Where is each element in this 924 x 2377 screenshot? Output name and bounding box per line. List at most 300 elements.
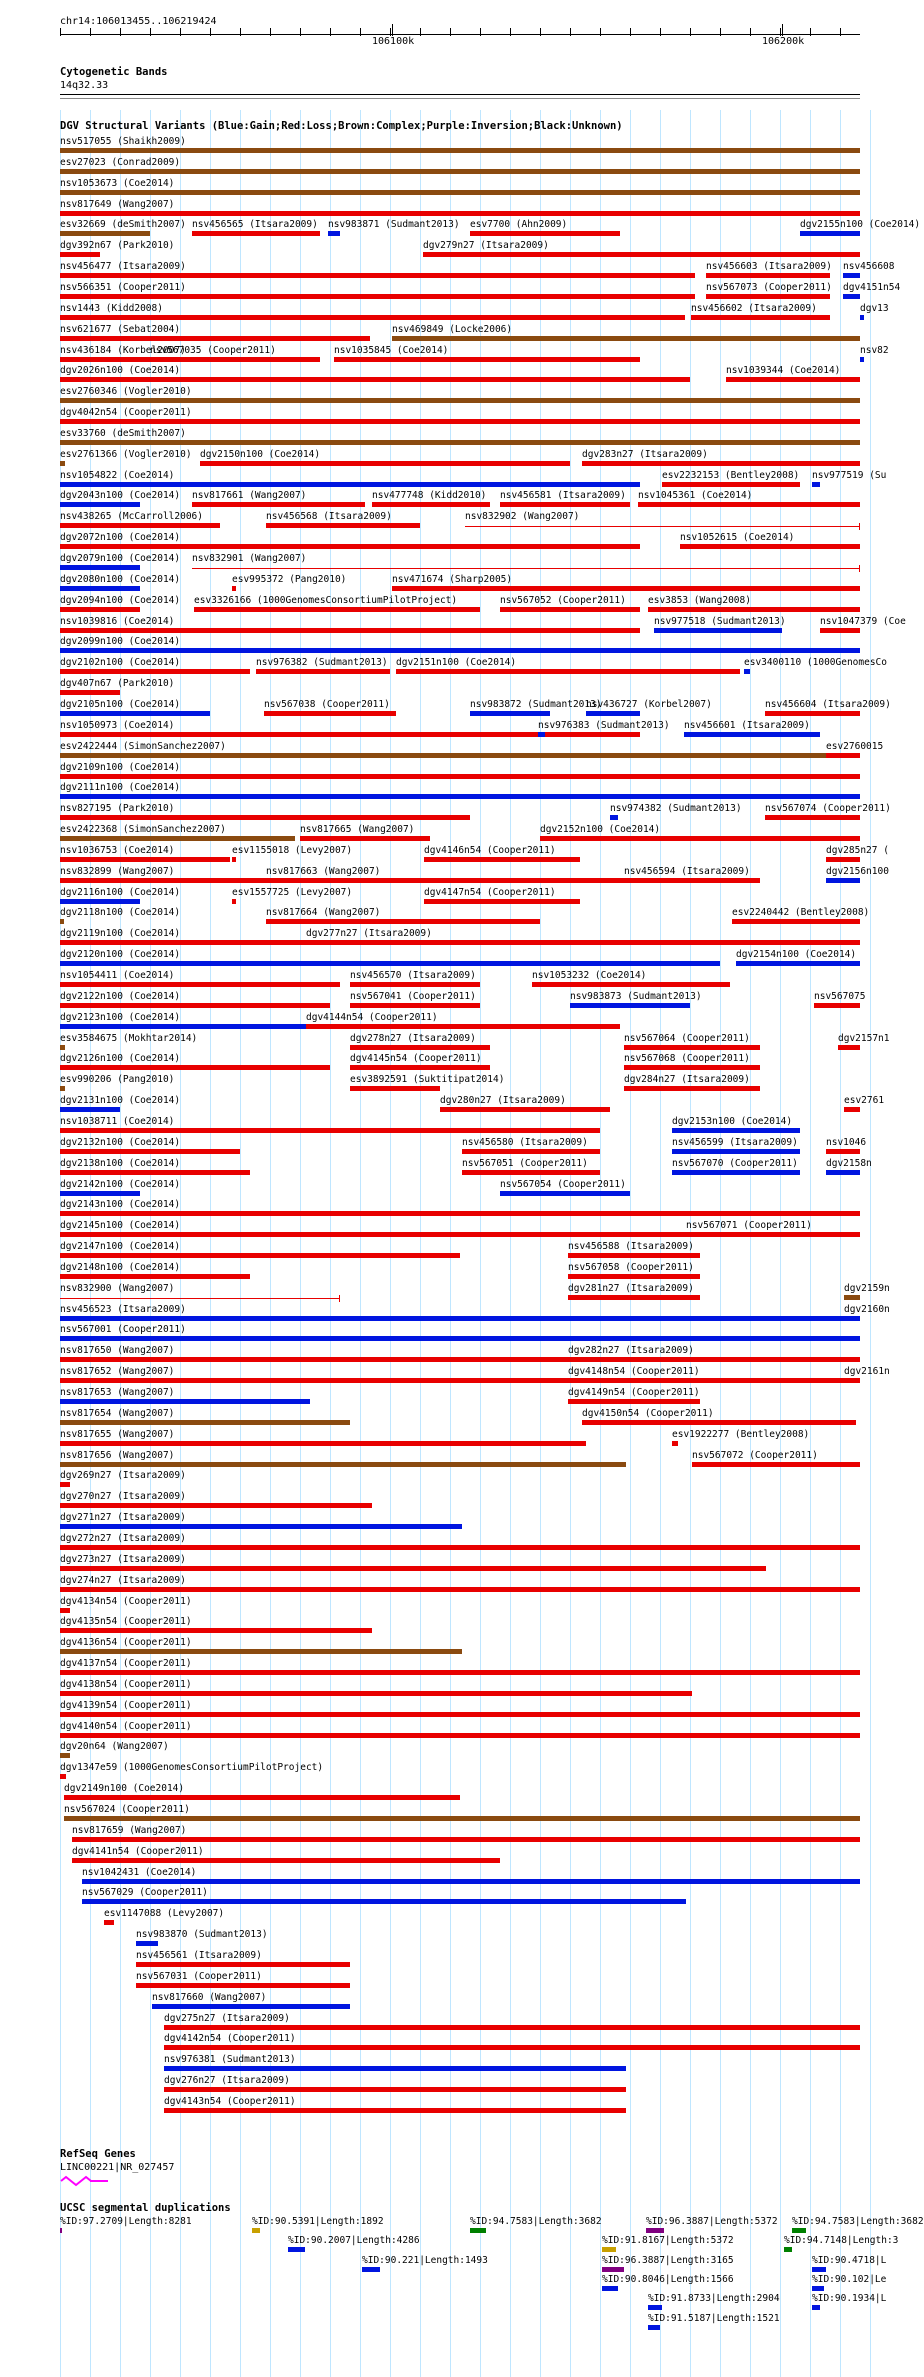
variant-label[interactable]: nsv817664 (Wang2007) [266, 907, 381, 919]
variant-bar[interactable] [60, 440, 860, 445]
variant-label[interactable]: nsv1042431 (Coe2014) [82, 1866, 197, 1878]
variant-bar[interactable] [350, 1065, 490, 1070]
variant-label[interactable]: dgv270n27 (Itsara2009) [60, 1491, 186, 1503]
variant-bar[interactable] [570, 1003, 690, 1008]
variant-bar[interactable] [60, 1065, 330, 1070]
variant-bar[interactable] [672, 1441, 678, 1446]
variant-label[interactable]: nsv1046 [826, 1136, 867, 1148]
variant-bar[interactable] [60, 273, 695, 278]
variant-label[interactable]: nsv976383 (Sudmant2013) [538, 719, 670, 731]
variant-label[interactable]: nsv456604 (Itsara2009) [765, 698, 891, 710]
variant-bar[interactable] [470, 231, 620, 236]
variant-bar[interactable] [60, 523, 220, 528]
variant-label[interactable]: nsv567024 (Cooper2011) [64, 1804, 190, 1815]
variant-bar[interactable] [568, 1357, 700, 1362]
variant-label[interactable]: esv2761366 (Vogler2010) [60, 448, 192, 460]
variant-label[interactable]: nsv456608 [843, 261, 895, 273]
variant-bar[interactable] [820, 628, 860, 633]
variant-label[interactable]: nsv817654 (Wang2007) [60, 1407, 175, 1419]
variant-bar[interactable] [60, 1503, 372, 1508]
segdup-label[interactable]: %ID:90.102|Le [812, 2273, 887, 2285]
variant-label[interactable]: dgv4138n54 (Cooper2011) [60, 1678, 192, 1690]
variant-bar[interactable] [60, 1482, 70, 1487]
variant-bar[interactable] [306, 940, 710, 945]
segdup-bar[interactable] [792, 2228, 806, 2233]
variant-label[interactable]: dgv2138n100 (Coe2014) [60, 1157, 181, 1169]
variant-bar[interactable] [72, 1858, 500, 1863]
variant-bar[interactable] [732, 919, 860, 924]
variant-label[interactable]: nsv1039344 (Coe2014) [726, 365, 841, 377]
variant-bar[interactable] [60, 190, 860, 195]
variant-label[interactable]: nsv567073 (Cooper2011) [706, 281, 832, 293]
variant-label[interactable]: nsv469849 (Locke2006) [392, 323, 513, 335]
variant-bar[interactable] [60, 1566, 766, 1571]
variant-label[interactable]: dgv4143n54 (Cooper2011) [164, 2095, 296, 2107]
segdup-label[interactable]: %ID:91.5187|Length:1521 [648, 2312, 780, 2324]
variant-label[interactable]: dgv275n27 (Itsara2009) [164, 2012, 290, 2024]
variant-label[interactable]: esv2240442 (Bentley2008) [732, 907, 870, 919]
variant-label[interactable]: dgv2155n100 (Coe2014) [800, 219, 921, 231]
segdup-label[interactable]: %ID:90.5391|Length:1892 [252, 2216, 384, 2227]
segdup-label[interactable]: %ID:96.3887|Length:3165 [602, 2254, 734, 2266]
variant-label[interactable]: dgv4148n54 (Cooper2011) [568, 1366, 700, 1378]
variant-bar[interactable] [60, 461, 65, 466]
variant-bar[interactable] [136, 1962, 350, 1967]
variant-bar[interactable] [60, 899, 140, 904]
variant-bar[interactable] [60, 1524, 462, 1529]
variant-bar[interactable] [60, 1107, 120, 1112]
variant-label[interactable]: dgv2109n100 (Coe2014) [60, 761, 181, 773]
variant-bar[interactable] [844, 1107, 860, 1112]
variant-label[interactable]: dgv2151n100 (Coe2014) [396, 657, 517, 669]
variant-bar[interactable] [60, 398, 860, 403]
variant-bar[interactable] [372, 502, 490, 507]
variant-bar[interactable] [838, 1045, 860, 1050]
variant-label[interactable]: nsv567001 (Cooper2011) [60, 1324, 186, 1336]
variant-label[interactable]: dgv274n27 (Itsara2009) [60, 1574, 186, 1586]
variant-bar[interactable] [150, 357, 320, 362]
variant-bar[interactable] [60, 1298, 340, 1299]
variant-bar[interactable] [860, 315, 864, 320]
variant-bar[interactable] [60, 377, 690, 382]
variant-bar[interactable] [60, 1420, 350, 1425]
segdup-bar[interactable] [602, 2247, 616, 2252]
variant-bar[interactable] [424, 899, 580, 904]
segdup-label[interactable]: %ID:94.7583|Length:3682 [470, 2216, 602, 2227]
variant-label[interactable]: dgv2123n100 (Coe2014) [60, 1011, 181, 1023]
variant-label[interactable]: dgv2026n100 (Coe2014) [60, 365, 181, 377]
variant-bar[interactable] [350, 1045, 490, 1050]
variant-bar[interactable] [60, 919, 64, 924]
segdup-bar[interactable] [602, 2267, 624, 2272]
variant-label[interactable]: nsv983873 (Sudmant2013) [570, 990, 702, 1002]
variant-label[interactable]: esv2760015 [826, 740, 884, 752]
variant-bar[interactable] [568, 1274, 700, 1279]
variant-bar[interactable] [844, 1316, 860, 1321]
segdup-bar[interactable] [784, 2247, 792, 2252]
variant-bar[interactable] [60, 1712, 860, 1717]
variant-bar[interactable] [60, 1336, 860, 1341]
variant-bar[interactable] [586, 711, 640, 716]
segdup-bar[interactable] [648, 2305, 662, 2310]
variant-bar[interactable] [60, 628, 640, 633]
variant-bar[interactable] [826, 1170, 860, 1175]
variant-bar[interactable] [568, 1295, 700, 1300]
variant-bar[interactable] [136, 1983, 350, 1988]
variant-label[interactable]: nsv977518 (Sudmant2013) [654, 615, 786, 627]
variant-label[interactable]: esv1922277 (Bentley2008) [672, 1428, 810, 1440]
variant-label[interactable]: dgv4136n54 (Cooper2011) [60, 1637, 192, 1649]
variant-label[interactable]: nsv456523 (Itsara2009) [60, 1303, 186, 1315]
variant-bar[interactable] [582, 461, 860, 466]
variant-label[interactable]: nsv983871 (Sudmant2013) [328, 219, 460, 231]
variant-bar[interactable] [60, 669, 250, 674]
variant-label[interactable]: dgv2154n100 (Coe2014) [736, 949, 857, 961]
variant-bar[interactable] [423, 252, 860, 257]
variant-bar[interactable] [300, 836, 430, 841]
variant-label[interactable]: esv1147088 (Levy2007) [104, 1908, 225, 1920]
segdup-bar[interactable] [812, 2286, 824, 2291]
variant-label[interactable]: dgv2142n100 (Coe2014) [60, 1178, 181, 1190]
variant-bar[interactable] [60, 648, 860, 653]
variant-bar[interactable] [152, 2004, 350, 2009]
variant-bar[interactable] [82, 1899, 686, 1904]
variant-label[interactable]: dgv2158n [826, 1157, 872, 1169]
variant-label[interactable]: nsv832902 (Wang2007) [465, 511, 580, 523]
variant-label[interactable]: dgv4137n54 (Cooper2011) [60, 1658, 192, 1670]
variant-bar[interactable] [60, 1003, 330, 1008]
segdup-label[interactable]: %ID:90.221|Length:1493 [362, 2254, 488, 2266]
variant-bar[interactable] [60, 544, 640, 549]
variant-bar[interactable] [462, 1149, 600, 1154]
segdup-bar[interactable] [812, 2305, 820, 2310]
variant-bar[interactable] [60, 1357, 860, 1362]
variant-bar[interactable] [232, 586, 236, 591]
variant-bar[interactable] [328, 231, 340, 236]
variant-bar[interactable] [60, 753, 860, 758]
variant-label[interactable]: dgv2119n100 (Coe2014) [60, 928, 181, 940]
variant-label[interactable]: dgv2099n100 (Coe2014) [60, 636, 181, 648]
segdup-label[interactable]: %ID:90.4718|L [812, 2254, 887, 2266]
variant-label[interactable]: esv2232153 (Bentley2008) [662, 469, 800, 481]
variant-label[interactable]: dgv4042n54 (Cooper2011) [60, 407, 192, 419]
segdup-label[interactable]: %ID:91.8733|Length:2904 [648, 2293, 780, 2305]
variant-label[interactable]: nsv471674 (Sharp2005) [392, 573, 513, 585]
variant-bar[interactable] [568, 1399, 700, 1404]
variant-label[interactable]: nsv567052 (Cooper2011) [500, 594, 626, 606]
variant-bar[interactable] [60, 607, 140, 612]
variant-label[interactable]: nsv456570 (Itsara2009) [350, 970, 476, 981]
variant-bar[interactable] [465, 526, 860, 527]
variant-bar[interactable] [60, 1545, 860, 1550]
variant-label[interactable]: esv2761 [844, 1095, 885, 1107]
variant-label[interactable]: dgv280n27 (Itsara2009) [440, 1095, 566, 1107]
variant-bar[interactable] [60, 1649, 462, 1654]
variant-bar[interactable] [60, 732, 640, 737]
variant-bar[interactable] [396, 669, 740, 674]
variant-label[interactable]: esv995372 (Pang2010) [232, 573, 347, 585]
variant-bar[interactable] [60, 774, 860, 779]
variant-bar[interactable] [60, 961, 720, 966]
variant-label[interactable]: esv1155018 (Levy2007) [232, 844, 353, 856]
variant-label[interactable]: dgv276n27 (Itsara2009) [164, 2075, 290, 2087]
variant-label[interactable]: dgv4149n54 (Cooper2011) [568, 1387, 700, 1398]
variant-label[interactable]: nsv817665 (Wang2007) [300, 824, 415, 836]
variant-bar[interactable] [424, 857, 580, 862]
variant-bar[interactable] [736, 961, 860, 966]
variant-label[interactable]: nsv567054 (Cooper2011) [500, 1178, 626, 1190]
variant-label[interactable]: nsv567031 (Cooper2011) [136, 1970, 262, 1982]
variant-label[interactable]: nsv977519 (Su [812, 469, 887, 481]
variant-bar[interactable] [64, 1795, 460, 1800]
variant-bar[interactable] [60, 1628, 372, 1633]
variant-bar[interactable] [232, 899, 236, 904]
variant-label[interactable]: nsv436727 (Korbel2007) [586, 698, 712, 710]
variant-bar[interactable] [610, 815, 618, 820]
variant-label[interactable]: dgv2148n100 (Coe2014) [60, 1261, 181, 1273]
variant-label[interactable]: nsv517055 (Shaikh2009) [60, 136, 186, 147]
variant-label[interactable]: nsv817661 (Wang2007) [192, 490, 307, 502]
variant-label[interactable]: esv3584675 (Mokhtar2014) [60, 1032, 198, 1044]
variant-label[interactable]: dgv4145n54 (Cooper2011) [350, 1053, 482, 1065]
variant-bar[interactable] [82, 1879, 860, 1884]
variant-bar[interactable] [826, 878, 860, 883]
variant-label[interactable]: nsv567051 (Cooper2011) [462, 1157, 588, 1169]
variant-bar[interactable] [843, 273, 860, 278]
variant-label[interactable]: nsv567072 (Cooper2011) [692, 1449, 818, 1461]
variant-label[interactable]: nsv976382 (Sudmant2013) [256, 657, 388, 669]
variant-bar[interactable] [164, 2025, 860, 2030]
variant-bar[interactable] [860, 357, 864, 362]
variant-bar[interactable] [672, 1170, 800, 1175]
variant-bar[interactable] [60, 315, 685, 320]
variant-bar[interactable] [582, 1420, 856, 1425]
variant-bar[interactable] [60, 1691, 692, 1696]
variant-bar[interactable] [232, 857, 236, 862]
variant-label[interactable]: nsv983872 (Sudmant2013) [470, 698, 602, 710]
variant-label[interactable]: nsv456602 (Itsara2009) [691, 302, 817, 314]
variant-bar[interactable] [60, 1587, 860, 1592]
variant-label[interactable]: dgv277n27 (Itsara2009) [306, 928, 432, 940]
variant-bar[interactable] [200, 461, 570, 466]
variant-bar[interactable] [826, 753, 860, 758]
variant-label[interactable]: nsv438265 (McCarroll2006) [60, 511, 203, 523]
variant-label[interactable]: nsv1053673 (Coe2014) [60, 177, 175, 189]
variant-label[interactable]: dgv2043n100 (Coe2014) [60, 490, 181, 502]
variant-bar[interactable] [500, 607, 640, 612]
variant-bar[interactable] [624, 1065, 760, 1070]
variant-label[interactable]: esv33760 (deSmith2007) [60, 427, 186, 439]
variant-label[interactable]: nsv456599 (Itsara2009) [672, 1136, 798, 1148]
variant-label[interactable]: nsv827195 (Park2010) [60, 803, 175, 815]
variant-bar[interactable] [60, 1608, 70, 1613]
variant-bar[interactable] [638, 502, 860, 507]
variant-bar[interactable] [60, 482, 640, 487]
variant-label[interactable]: nsv456477 (Itsara2009) [60, 261, 186, 273]
segdup-bar[interactable] [812, 2267, 826, 2272]
variant-label[interactable]: dgv271n27 (Itsara2009) [60, 1512, 186, 1524]
variant-label[interactable]: esv2422368 (SimonSanchez2007) [60, 824, 226, 836]
variant-bar[interactable] [60, 815, 470, 820]
variant-label[interactable]: esv27023 (Conrad2009) [60, 156, 181, 168]
variant-label[interactable]: nsv832901 (Wang2007) [192, 553, 307, 564]
variant-label[interactable]: dgv2102n100 (Coe2014) [60, 657, 181, 669]
variant-bar[interactable] [136, 1941, 158, 1946]
variant-bar[interactable] [60, 586, 140, 591]
variant-label[interactable]: nsv567029 (Cooper2011) [82, 1887, 208, 1899]
variant-label[interactable]: dgv2156n100 [826, 865, 889, 877]
variant-bar[interactable] [726, 377, 860, 382]
variant-bar[interactable] [662, 482, 800, 487]
variant-label[interactable]: dgv2122n100 (Coe2014) [60, 990, 181, 1002]
variant-label[interactable]: dgv2132n100 (Coe2014) [60, 1136, 181, 1148]
variant-label[interactable]: nsv1036753 (Coe2014) [60, 844, 175, 856]
variant-bar[interactable] [104, 1920, 114, 1925]
variant-label[interactable]: nsv1054822 (Coe2014) [60, 469, 175, 481]
variant-label[interactable]: dgv4150n54 (Cooper2011) [582, 1407, 714, 1419]
variant-bar[interactable] [350, 982, 480, 987]
variant-bar[interactable] [60, 711, 210, 716]
variant-bar[interactable] [60, 211, 860, 216]
variant-label[interactable]: nsv456603 (Itsara2009) [706, 261, 832, 273]
variant-bar[interactable] [624, 1045, 760, 1050]
variant-bar[interactable] [60, 1753, 70, 1758]
variant-bar[interactable] [814, 1003, 860, 1008]
variant-label[interactable]: dgv4135n54 (Cooper2011) [60, 1616, 192, 1628]
segdup-label[interactable]: %ID:96.3887|Length:5372 [646, 2216, 778, 2227]
variant-label[interactable]: dgv2152n100 (Coe2014) [540, 824, 661, 836]
variant-bar[interactable] [568, 1253, 700, 1258]
variant-bar[interactable] [624, 1086, 760, 1091]
variant-label[interactable]: nsv456561 (Itsara2009) [136, 1949, 262, 1961]
variant-bar[interactable] [60, 1045, 65, 1050]
variant-label[interactable]: dgv2157n1 [838, 1032, 890, 1044]
variant-label[interactable]: dgv279n27 (Itsara2009) [423, 240, 549, 252]
variant-bar[interactable] [60, 1733, 860, 1738]
variant-bar[interactable] [266, 919, 540, 924]
variant-label[interactable]: dgv4140n54 (Cooper2011) [60, 1720, 192, 1732]
variant-label[interactable]: nsv567038 (Cooper2011) [264, 698, 390, 710]
segdup-bar[interactable] [470, 2228, 486, 2233]
variant-bar[interactable] [60, 1191, 140, 1196]
variant-label[interactable]: dgv2116n100 (Coe2014) [60, 886, 181, 898]
variant-label[interactable]: dgv407n67 (Park2010) [60, 678, 175, 690]
variant-label[interactable]: nsv567071 (Cooper2011) [686, 1220, 812, 1232]
variant-bar[interactable] [392, 586, 860, 591]
variant-bar[interactable] [60, 1670, 860, 1675]
variant-bar[interactable] [60, 148, 860, 153]
variant-label[interactable]: dgv2153n100 (Coe2014) [672, 1115, 793, 1127]
variant-label[interactable]: nsv1038711 (Coe2014) [60, 1115, 175, 1127]
variant-label[interactable]: dgv2159n [844, 1282, 890, 1294]
variant-label[interactable]: nsv1039816 (Coe2014) [60, 615, 175, 627]
variant-bar[interactable] [350, 1086, 440, 1091]
variant-bar[interactable] [654, 628, 782, 633]
variant-label[interactable]: nsv456565 (Itsara2009) [192, 219, 318, 231]
variant-label[interactable]: dgv4146n54 (Cooper2011) [424, 844, 556, 856]
variant-bar[interactable] [60, 1128, 600, 1133]
variant-bar[interactable] [60, 1774, 66, 1779]
variant-label[interactable]: dgv278n27 (Itsara2009) [350, 1032, 476, 1044]
variant-label[interactable]: nsv456601 (Itsara2009) [684, 719, 810, 731]
variant-bar[interactable] [624, 878, 760, 883]
variant-label[interactable]: nsv976381 (Sudmant2013) [164, 2054, 296, 2066]
segdup-bar[interactable] [602, 2286, 618, 2291]
variant-label[interactable]: esv3400110 (1000GenomesCo [744, 657, 887, 669]
variant-bar[interactable] [500, 502, 630, 507]
variant-bar[interactable] [538, 732, 545, 737]
variant-bar[interactable] [500, 1191, 630, 1196]
variant-bar[interactable] [60, 1253, 460, 1258]
variant-label[interactable]: dgv13 [860, 302, 889, 314]
variant-bar[interactable] [686, 1232, 860, 1237]
variant-label[interactable]: dgv4139n54 (Cooper2011) [60, 1699, 192, 1711]
variant-bar[interactable] [164, 2045, 860, 2050]
variant-label[interactable]: nsv1035845 (Coe2014) [334, 344, 449, 356]
variant-label[interactable]: dgv2079n100 (Coe2014) [60, 553, 181, 564]
variant-bar[interactable] [264, 711, 396, 716]
variant-label[interactable]: nsv1052615 (Coe2014) [680, 532, 795, 544]
variant-bar[interactable] [692, 1462, 860, 1467]
variant-bar[interactable] [844, 1295, 860, 1300]
variant-label[interactable]: nsv621677 (Sebat2004) [60, 323, 181, 335]
variant-label[interactable]: esv7700 (Ahn2009) [470, 219, 568, 231]
variant-label[interactable]: dgv272n27 (Itsara2009) [60, 1532, 186, 1544]
segdup-label[interactable]: %ID:94.7148|Length:3 [784, 2235, 899, 2247]
variant-bar[interactable] [684, 732, 820, 737]
variant-label[interactable]: nsv1047379 (Coe [820, 615, 906, 627]
variant-bar[interactable] [256, 669, 390, 674]
variant-label[interactable]: dgv2126n100 (Coe2014) [60, 1053, 181, 1065]
variant-label[interactable]: nsv817653 (Wang2007) [60, 1387, 175, 1398]
variant-bar[interactable] [706, 294, 830, 299]
segdup-bar[interactable] [648, 2325, 660, 2330]
variant-label[interactable]: esv3853 (Wang2008) [648, 594, 751, 606]
variant-bar[interactable] [60, 794, 860, 799]
variant-label[interactable]: esv3326166 (1000GenomesConsortiumPilotProject) [194, 594, 458, 606]
variant-label[interactable]: nsv1443 (Kidd2008) [60, 302, 163, 314]
variant-bar[interactable] [744, 669, 750, 674]
variant-bar[interactable] [672, 1149, 800, 1154]
variant-label[interactable]: nsv567074 (Cooper2011) [765, 803, 891, 815]
variant-bar[interactable] [532, 982, 730, 987]
variant-label[interactable]: dgv2120n100 (Coe2014) [60, 949, 181, 961]
variant-bar[interactable] [192, 231, 320, 236]
variant-label[interactable]: nsv567075 [814, 990, 866, 1002]
variant-bar[interactable] [64, 1816, 860, 1821]
variant-bar[interactable] [812, 482, 820, 487]
variant-label[interactable]: dgv2145n100 (Coe2014) [60, 1220, 181, 1232]
variant-label[interactable]: esv32669 (deSmith2007) [60, 219, 186, 231]
variant-label[interactable]: dgv2118n100 (Coe2014) [60, 907, 181, 919]
segdup-bar[interactable] [646, 2228, 664, 2233]
variant-bar[interactable] [306, 1024, 620, 1029]
variant-bar[interactable] [844, 1378, 860, 1383]
variant-label[interactable]: dgv2080n100 (Coe2014) [60, 573, 181, 585]
variant-label[interactable]: dgv269n27 (Itsara2009) [60, 1470, 186, 1482]
refseq-gene-label[interactable]: LINC00221|NR_027457 [60, 2162, 175, 2173]
variant-label[interactable]: nsv566351 (Cooper2011) [60, 281, 186, 293]
variant-bar[interactable] [72, 1837, 860, 1842]
variant-bar[interactable] [60, 1024, 320, 1029]
variant-label[interactable]: dgv4144n54 (Cooper2011) [306, 1011, 438, 1023]
variant-bar[interactable] [60, 1399, 310, 1404]
variant-bar[interactable] [60, 294, 695, 299]
variant-label[interactable]: dgv283n27 (Itsara2009) [582, 448, 708, 460]
segdup-label[interactable]: %ID:90.1934|L [812, 2293, 887, 2305]
variant-bar[interactable] [826, 1149, 860, 1154]
variant-label[interactable]: dgv284n27 (Itsara2009) [624, 1074, 750, 1086]
